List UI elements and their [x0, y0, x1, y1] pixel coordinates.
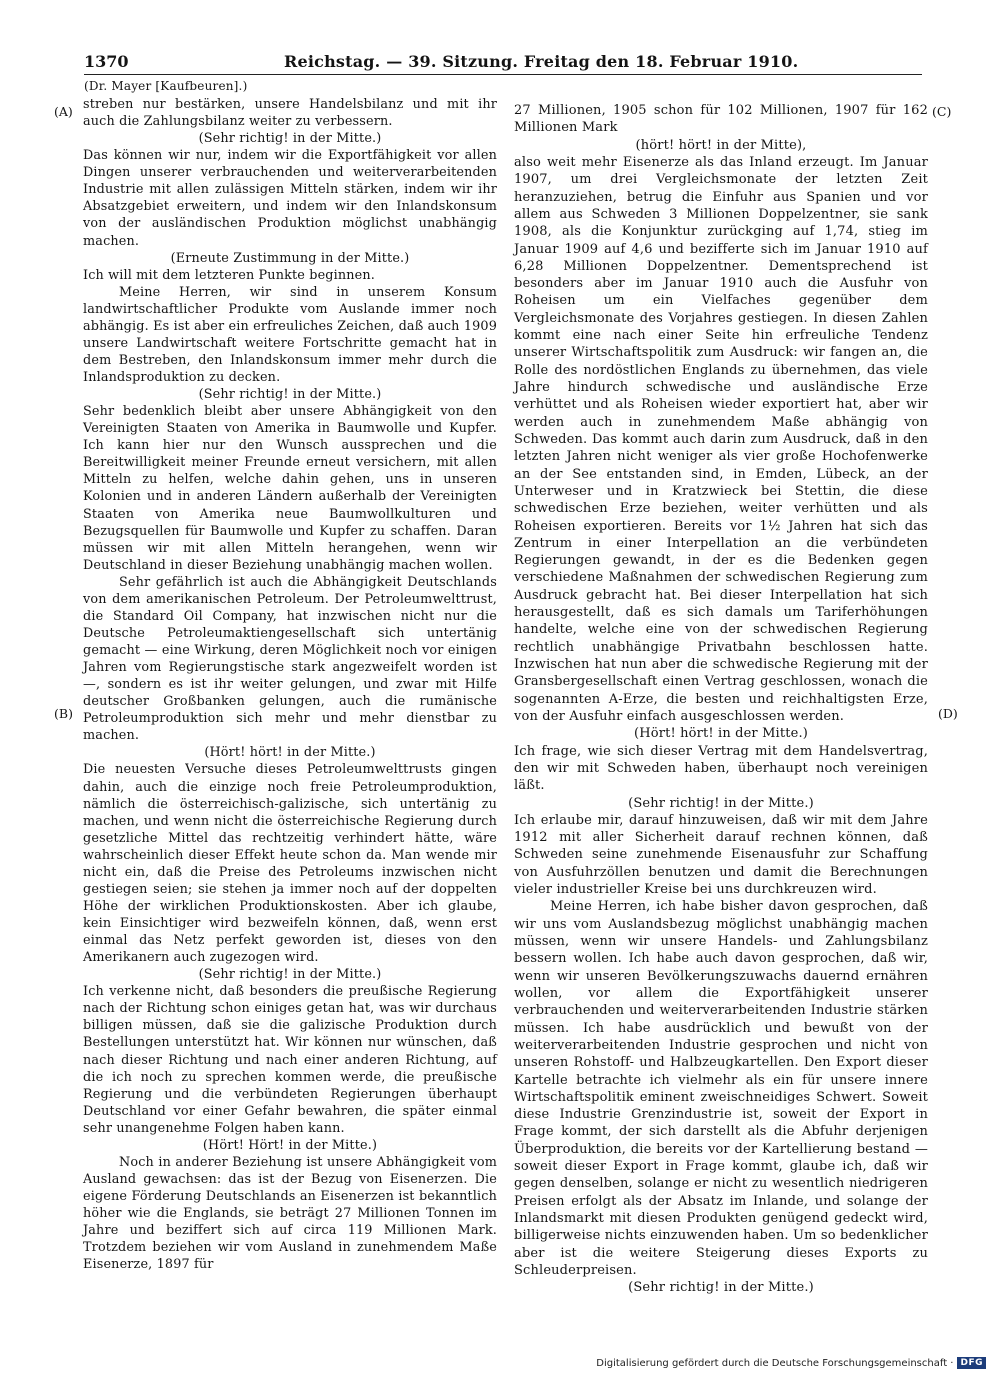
- page-title: Reichstag. — 39. Sitzung. Freitag den 18. Februar 1910.: [284, 52, 799, 71]
- margin-mark-c: (C): [932, 104, 952, 119]
- interjection: (Sehr richtig! in der Mitte.): [198, 387, 382, 403]
- interjection: (Sehr richtig! in der Mitte.): [628, 1280, 814, 1296]
- left-column: [83, 96, 497, 1273]
- footer: [596, 1357, 986, 1369]
- paragraph: Ich verkenne nicht, daß besonders die preußische Regierung nach der Richtung schon einiges getan hat, was wir durchaus billigen müssen, daß sie die galizische Produktion durch Bestellungen unterstützt hat. Wir können nur wünschen, daß nach dieser Richtung und nach einer anderen Richtung, auf die ich noch zu sprechen kommen werde, die preußische Regierung und die verbündeten Regierungen überhaupt Deutschland vor einer Gefahr bewahren, die später einmal sehr unangenehme Folgen haben kann.: [83, 984, 497, 1136]
- right-column: [514, 102, 928, 1297]
- paragraph: Ich will mit dem letzteren Punkte beginnen.: [83, 267, 375, 283]
- paragraph: Ich erlaube mir, darauf hinzuweisen, daß wir mit dem Jahre 1912 mit aller Sicherheit darauf rechnen können, daß Schweden seine zunehmende Eisenausfuhr zur Schaffung von Ausfuhrzöllen benutzen und damit die Berechnungen vieler industrieller Kreise bei uns durchkreuzen wird.: [514, 812, 928, 898]
- interjection: (Hört! Hört! in der Mitte.): [202, 1137, 378, 1153]
- interjection: (Sehr richtig! in der Mitte.): [198, 967, 382, 983]
- paragraph: Sehr gefährlich ist auch die Abhängigkeit Deutschlands von dem amerikanischen Petroleum. Der Petroleumwelttrust, die Standard Oil Company, hat inzwischen nicht nur die Deutsche Petroleumaktiengesellschaft sich untertänig gemacht — eine Wirkung, deren Möglichkeit noch vor einigen Jahren vom Regierungstische stark angezweifelt worden ist —, sondern es ist ihr weiter gelungen, und zwar mit Hilfe deutscher Großbanken gelungen, auch die rumänische Petroleumproduktion sich mehr und mehr dienstbar zu machen.: [83, 574, 497, 744]
- interjection: (Sehr richtig! in der Mitte.): [198, 131, 382, 147]
- interjection: (Sehr richtig! in der Mitte.): [628, 795, 814, 811]
- page-header: [84, 50, 922, 75]
- interjection: (Hört! hört! in der Mitte.): [204, 745, 376, 761]
- paragraph: Das können wir nur, indem wir die Exportfähigkeit vor allen Dingen unserer verbrauchenden und weiterverarbeitenden Industrie mit allen zulässigen Mitteln stärken, indem wir ihr Absatzgebiet erweitern, und indem wir den Inlandskonsum von der ausländischen Produktion möglichst unabhängig machen.: [83, 148, 497, 249]
- margin-mark-b: (B): [54, 706, 73, 721]
- paragraph: Meine Herren, ich habe bisher davon gesprochen, daß wir uns vom Auslandsbezug möglichst unabhängig machen müssen, wenn wir unsere Handels- und Zahlungsbilanz bessern wollen. Ich habe auch davon gesprochen, daß wir, wenn wir unseren Bevölkerungszuwachs dauernd ernähren wollen, vor allem die Exportfähigkeit unserer verbrauchenden und weiterverarbeitenden Industrie stärken müssen. Ich habe ausdrücklich und bewußt von der weiterverarbeitenden Industrie gesprochen und nicht von unseren Rohstoff- und Halbzeugkartellen. Den Export dieser Kartelle betrachte ich vielmehr als ein für unsere innere Wirtschaftspolitik eminent zweischneidiges Schwert. Soweit diese Industrie Grenzindustrie ist, soweit der Export in Frage kommt, der sich darstellt als die Abfuhr derjenigen Überproduktion, die bereits vor der Kartellierung bestand — soweit dieser Export in Frage kommt, glaube ich, daß wir gegen denselben, solange er nicht zu wesentlich niedrigeren Preisen erfolgt als der Absatz im Inlande, und solange der Inlandsmarkt mit diesen Produkten genügend gedeckt wird, billigerweise nichts einzuwenden haben. Um so bedenklicher aber ist die weitere Steigerung dieses Exports zu Schleuderpreisen.: [514, 899, 928, 1278]
- page-number: 1370: [84, 52, 129, 71]
- paragraph: Noch in anderer Beziehung ist unsere Abhängigkeit vom Ausland gewachsen: das ist der Bezug von Eisenerzen. Die eigene Förderung Deutschlands an Eisenerzen ist bekanntlich höher wie die Englands, sie beträgt 27 Millionen Tonnen im Jahre und beziffert sich auf circa 119 Millionen Mark. Trotzdem beziehen wir vom Ausland in zunehmendem Maße Eisenerze, 1897 für: [83, 1154, 497, 1273]
- speaker-line: (Dr. Mayer [Kaufbeuren].): [84, 79, 248, 93]
- paragraph: Die neuesten Versuche dieses Petroleumwelttrusts gingen dahin, auch die einzige noch freie Petroleumproduktion, nämlich die österreichisch-galizische, sich untertänig zu machen, und wenn nicht die österreichische Regierung durch gesetzliche Mittel das rechtzeitig verhindert hätte, wäre wahrscheinlich dieser Effekt heute schon da. Man wende mir nicht ein, daß die Preise des Petroleums inzwischen nicht gestiegen seien; sie stehen ja immer noch auf der doppelten Höhe der wirklichen Produktionskosten. Aber ich glaube, kein Einsichtiger wird bezweifeln können, daß, wenn erst einmal das Netz perfekt geworden ist, dieses von den Amerikanern auch zugezogen wird.: [83, 762, 497, 966]
- margin-mark-a: (A): [54, 104, 73, 119]
- paragraph: Sehr bedenklich bleibt aber unsere Abhängigkeit von den Vereinigten Staaten von Amerika in Baumwolle und Kupfer. Ich kann hier nur den Wunsch aussprechen und die Bereitwilligkeit meiner Freunde erneut versichern, mit allen Mitteln zu helfen, welche dahin gehen, uns in unseren Kolonien und in anderen Ländern außerhalb der Vereinigten Staaten von Amerika neue Baumwollkulturen und Bezugsquellen für Baumwolle und Kupfer zu schaffen. Daran müssen wir mit allen Mitteln herangehen, wenn wir Deutschland in dieser Beziehung unabhängig machen wollen.: [83, 404, 497, 573]
- paragraph: Meine Herren, wir sind in unserem Konsum landwirtschaftlicher Produkte vom Auslande immer noch abhängig. Es ist aber ein erfreuliches Zeichen, daß auch 1909 unsere Landwirtschaft weitere Fortschritte gemacht hat in dem Bestreben, den Inlandskonsum immer mehr durch die Inlandsproduktion zu decken.: [83, 284, 497, 385]
- interjection: (Erneute Zustimmung in der Mitte.): [170, 250, 410, 266]
- footer-text: Digitalisierung gefördert durch die Deutsche Forschungsgemeinschaft ·: [596, 1357, 954, 1369]
- dfg-logo: DFG: [957, 1357, 986, 1369]
- margin-mark-d: (D): [938, 706, 958, 721]
- interjection: (Hört! hört! in der Mitte.): [634, 726, 808, 742]
- paragraph: Ich frage, wie sich dieser Vertrag mit dem Handelsvertrag, den wir mit Schweden haben, überhaupt noch vereinigen läßt.: [514, 743, 928, 794]
- paragraph: 27 Millionen, 1905 schon für 102 Millionen, 1907 für 162 Millionen Mark: [514, 103, 928, 136]
- paragraph: also weit mehr Eisenerze als das Inland erzeugt. Im Januar 1907, um drei Vergleichsmonate der letzten Zeit heranzuziehen, betrug die Einfuhr aus Spanien und vor allem aus Schweden 3 Millionen Doppelzentner, sie sank 1908, als die Konjunktur zurückging auf 1,74, stieg im Januar 1909 auf 4,6 und bezifferte sich im Januar 1910 auf 6,28 Millionen Doppelzentner. Dementsprechend ist besonders aber im Januar 1910 auch die Ausfuhr von Roheisen um ein Vielfaches gegenüber dem Vergleichsmonate des Vorjahres gestiegen. In diesen Zahlen kommt eine nach einer Seite hin erfreuliche Tendenz unserer Wirtschaftspolitik zum Ausdruck: wir fangen an, die Rolle des nordöstlichen Englands zu übernehmen, das viele Jahre hindurch schwedische und ausländische Erze verhüttet und als Roheisen wieder exportiert hat, aber wir werden auch in zunehmendem Maße abhängig von Schweden. Das kommt auch darin zum Ausdruck, daß in den letzten Jahren nicht weniger als vier große Hochofenwerke an der See entstanden sind, in Emden, Lübeck, an der Unterweser und in Kratzwieck bei Stettin, die diese schwedischen Erze beziehen, weiter verhütten und als Roheisen exportieren. Bereits vor 1½ Jahren hat sich das Zentrum in einer Interpellation an die verbündeten Regierungen gewandt, in der es die Bedenken gegen verschiedene Maßnahmen der schwedischen Regierung zum Ausdruck gebracht hat. Bei dieser Interpellation hat sich herausgestellt, daß es sich damals um Tariferhöhungen handelte, welche eine von der schwedischen Regierung rechtlich unabhängige Privatbahn beschlossen hatte. Inzwischen hat nun aber die schwedische Regierung mit der Gransbergesellschaft einen Vertrag geschlossen, wonach die sogenannten A-Erze, die besten und reichhaltigsten Erze, von der Ausfuhr einfach ausgeschlossen werden.: [514, 154, 928, 724]
- interjection: (hört! hört! in der Mitte),: [635, 137, 807, 153]
- paragraph: streben nur bestärken, unsere Handelsbilanz und mit ihr auch die Zahlungsbilanz weiter zu verbessern.: [83, 97, 497, 130]
